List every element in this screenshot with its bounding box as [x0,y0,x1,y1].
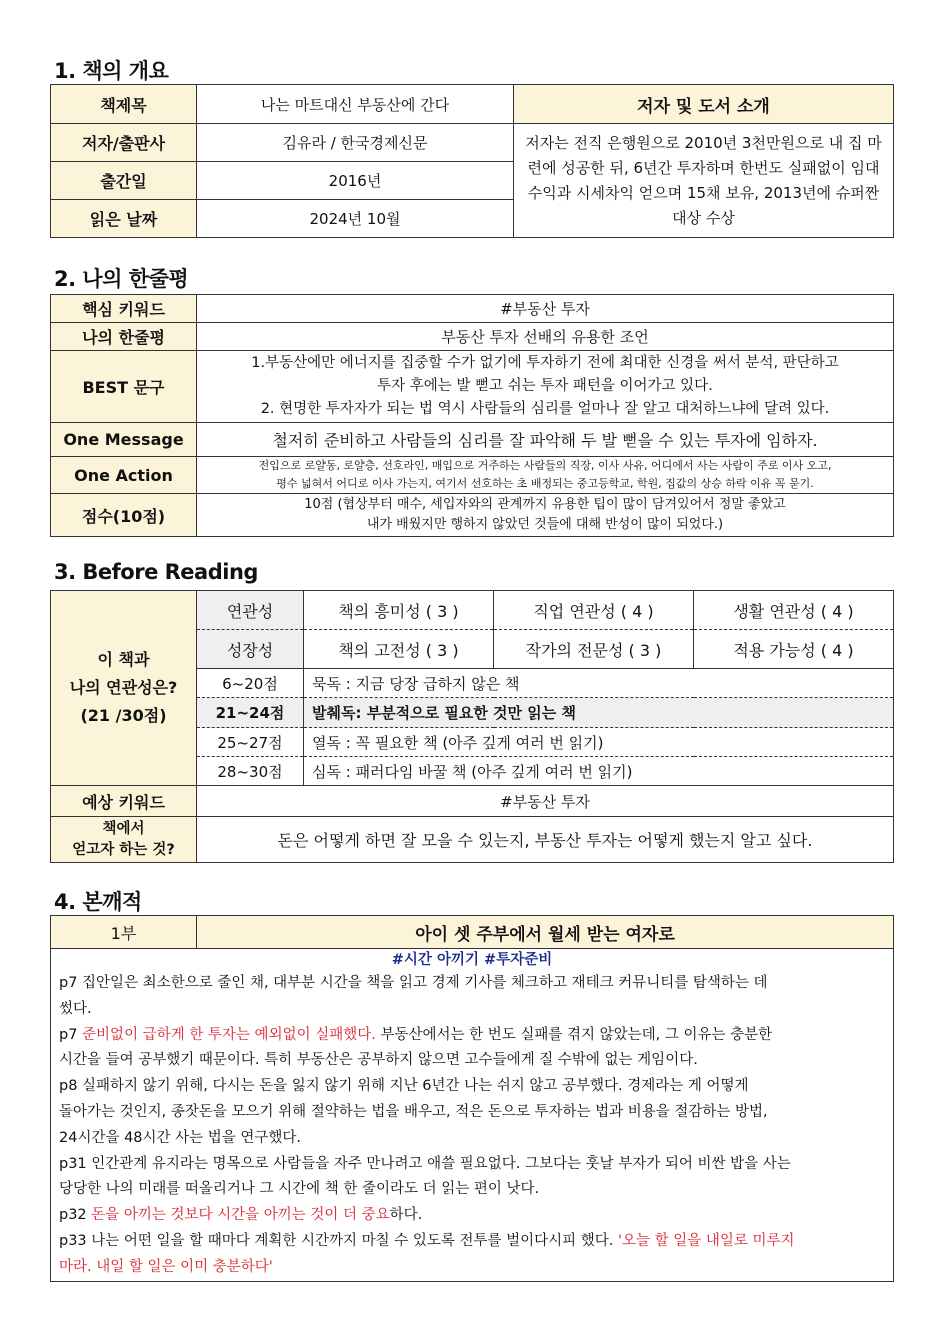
score-desc: 묵독 : 지금 당장 급하지 않은 책 [304,669,894,698]
oneline-label: 나의 한줄평 [51,323,197,351]
notes-table [50,915,894,1282]
score-desc-selected: 발췌독: 부분적으로 필요한 것만 읽는 책 [304,698,894,728]
category-relevance: 연관성 [197,591,304,630]
relevance-score: (21 /30점) [80,706,167,725]
score-range: 25~27점 [197,728,304,757]
note-highlight: 준비없이 급하게 한 투자는 예외없이 실패했다. [82,1026,376,1043]
note-text: 부동산에서는 한 번도 실패를 겪지 않았는데, 그 이유는 충분한 [375,1026,773,1043]
note-text: 시간을 들여 공부했기 때문이다. 특히 부동산은 공부하지 않으면 고수들에게 질 수밖에 없는 게임이다. [59,1052,698,1069]
before-reading-table [50,590,894,863]
best-quote-line: 투자 후에는 발 뻗고 쉬는 투자 패턴을 이어가고 있다. [377,378,713,394]
section-title-overview: 1. 책의 개요 [54,59,169,83]
notes-body [51,949,894,1282]
action-line: 평수 넓혀서 어디로 이사 가는지, 여기서 선호하는 초 배정되는 중고등학교, 학원, 집값의 상승 하락 이유 꼭 묻기. [276,477,814,490]
note-text: p8 실패하지 않기 위해, 다시는 돈을 잃지 않기 위해 지난 6년간 나는 쉬지 않고 공부했다. 경제라는 게 어떻게 [59,1078,749,1095]
message-label: One Message [51,423,197,457]
note-text: 썼다. [59,1000,92,1017]
rating-interest: 책의 흥미성 ( 3 ) [304,591,494,630]
note-p7a [59,971,885,1023]
title-value: 나는 마트대신 부동산에 간다 [197,85,514,124]
score-label: 점수(10점) [51,494,197,537]
intro-text: 저자는 전직 은행원으로 2010년 3천만원으로 내 집 마련에 성공한 뒤, 6년간 투자하며 한번도 실패없이 임대수익과 시세차익 얻으며 15채 보유, 2013년에 슈퍼짠 대상 수상 [514,124,894,238]
note-text: 하다. [389,1207,423,1224]
note-highlight: 돈을 아끼는 것보다 시간을 아끼는 것이 더 중요 [91,1207,390,1224]
rating-classic: 책의 고전성 ( 3 ) [304,630,494,669]
best-quote-line: 1.부동산에만 에너지를 집중할 수가 없기에 투자하기 전에 최대한 신경을 써서 분석, 판단하고 [251,355,839,371]
best-label: BEST 문구 [51,351,197,423]
best-quote-line: 2. 현명한 투자자가 되는 법 역시 사람들의 심리를 얼마나 잘 알고 대처하느냐에 달려 있다. [260,401,830,417]
rating-expertise: 작가의 전문성 ( 3 ) [494,630,694,669]
relevance-label-line: 나의 연관성은? [69,678,178,697]
action-value [197,457,894,494]
want-value: 돈은 어떻게 하면 잘 모을 수 있는지, 부동산 투자는 어떻게 했는지 알고 싶다. [197,817,894,863]
score-line: 내가 배웠지만 행하지 않았던 것들에 대해 반성이 많이 되었다.) [366,517,724,532]
score-value [197,494,894,537]
expect-label: 예상 키워드 [51,786,197,817]
oneline-value: 부동산 투자 선배의 유용한 조언 [197,323,894,351]
rating-life: 생활 연관성 ( 4 ) [694,591,894,630]
note-text: 당당한 나의 미래를 떠올리거나 그 시간에 책 한 줄이라도 더 읽는 편이 낫다. [59,1181,540,1198]
note-highlight: '오늘 할 일을 내일로 미루지 [618,1232,795,1249]
note-p7b [59,1023,885,1075]
note-p31 [59,1152,885,1204]
action-label: One Action [51,457,197,494]
note-page: p7 [59,1026,83,1043]
section-title-before-reading: 3. Before Reading [54,560,258,584]
best-quotes [197,351,894,423]
score-range-selected: 21~24점 [197,698,304,728]
relevance-label-line: 이 책과 [97,650,150,669]
rating-applicability: 적용 가능성 ( 4 ) [694,630,894,669]
score-desc: 열독 : 꼭 필요한 책 (아주 깊게 여러 번 읽기) [304,728,894,757]
overview-table [50,84,894,238]
section-title-notes: 4. 본깨적 [54,890,142,914]
note-text: p7 집안일은 최소한으로 줄인 채, 대부분 시간을 책을 읽고 경제 기사를 체크하고 재테크 커뮤니티를 탐색하는 데 [59,975,768,991]
score-range: 6~20점 [197,669,304,698]
section-title-review: 2. 나의 한줄평 [54,267,189,291]
expect-value: #부동산 투자 [197,786,894,817]
note-p32 [59,1203,885,1229]
note-text: 24시간을 48시간 사는 법을 연구했다. [59,1129,302,1146]
want-label-line: 책에서 [102,820,145,837]
rating-job: 직업 연관성 ( 4 ) [494,591,694,630]
read-value: 2024년 10월 [197,200,514,238]
action-line: 전입으로 로얄동, 로얄층, 선호라인, 매입으로 거주하는 사람들의 직장, 이사 사유, 어디에서 사는 사람이 주로 이사 오고, [258,459,832,472]
note-p8 [59,1074,885,1151]
part-label: 1부 [51,916,197,949]
author-value: 김유라 / 한국경제신문 [197,124,514,162]
read-label: 읽은 날짜 [51,200,197,238]
note-text: p31 인간관계 유지라는 명목으로 사람들을 자주 만나려고 애쓸 필요없다. 그보다는 훗날 부자가 되어 비싼 밥을 사는 [59,1155,791,1172]
notes-tags: #시간 아끼기 #투자준비 [391,952,553,968]
message-value: 철저히 준비하고 사람들의 심리를 잘 파악해 두 발 뻗을 수 있는 투자에 임하자. [197,423,894,457]
relevance-label [51,591,197,786]
pub-label: 출간일 [51,162,197,200]
score-range: 28~30점 [197,757,304,786]
keyword-label: 핵심 키워드 [51,295,197,323]
score-line: 10점 (협상부터 매수, 세입자와의 관계까지 유용한 팁이 많이 담겨있어서 정말 좋았고 [304,497,786,512]
note-p33 [59,1229,885,1281]
note-text: 돌아가는 것인지, 종잣돈을 모으기 위해 절약하는 법을 배우고, 적은 돈으로 투자하는 법과 비용을 절감하는 방법, [59,1103,768,1120]
want-label [51,817,197,863]
score-desc: 심독 : 패러다임 바꿀 책 (아주 깊게 여러 번 읽기) [304,757,894,786]
author-label: 저자/출판사 [51,124,197,162]
intro-header: 저자 및 도서 소개 [514,85,894,124]
want-label-line: 얻고자 하는 것? [72,841,175,858]
category-growth: 성장성 [197,630,304,669]
note-highlight: 마라. 내일 할 일은 이미 충분하다' [59,1258,273,1275]
keyword-value: #부동산 투자 [197,295,894,323]
note-text: p33 나는 어떤 일을 할 때마다 계획한 시간까지 마칠 수 있도록 전투를 벌이다시피 했다. [59,1232,619,1249]
title-label: 책제목 [51,85,197,124]
review-table [50,294,894,537]
note-page: p32 [59,1207,92,1224]
pub-value: 2016년 [197,162,514,200]
part-title: 아이 셋 주부에서 월세 받는 여자로 [197,916,894,949]
